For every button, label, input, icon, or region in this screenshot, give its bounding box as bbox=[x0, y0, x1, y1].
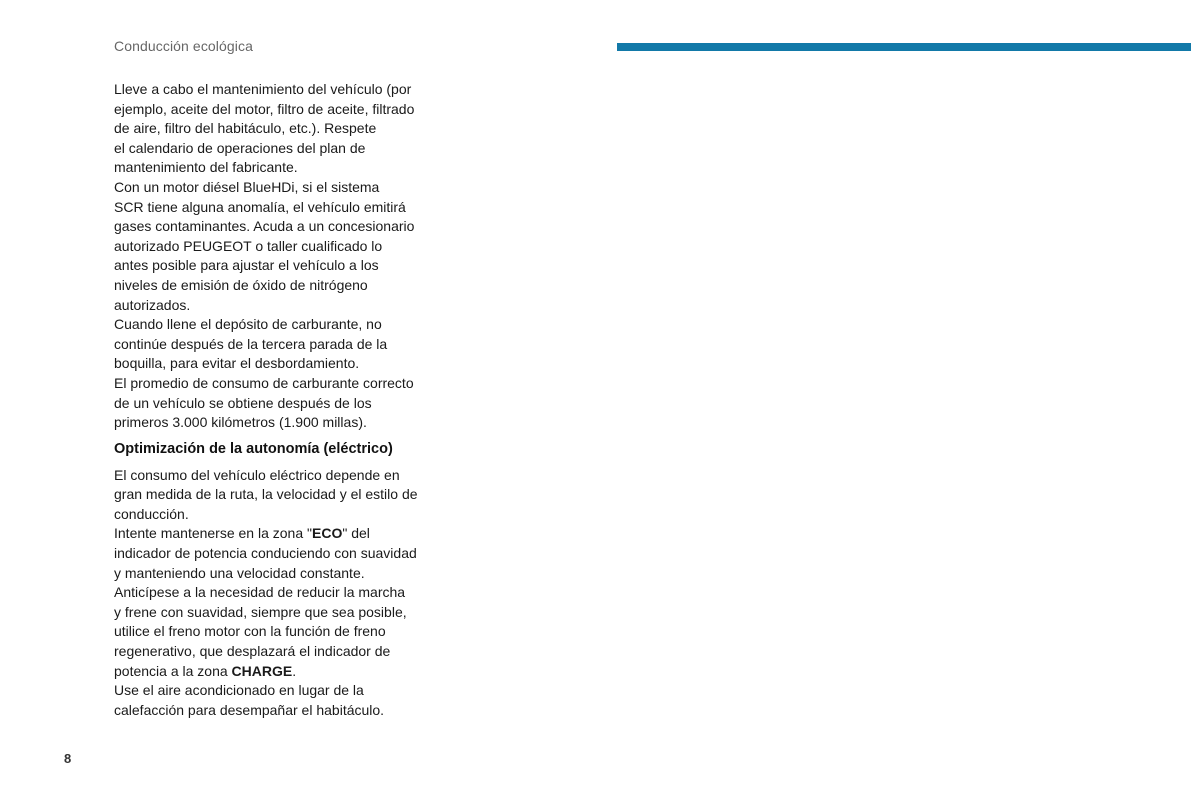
charge-text-before: Anticípese a la necesidad de reducir la marcha y frene con suavidad, siempre que sea posible, utilice el freno motor con la función de freno regenerativo, que desplazará el indicador de potencia a la zona bbox=[114, 584, 407, 679]
page-header-title: Conducción ecológica bbox=[114, 38, 253, 54]
paragraph-maintenance: Lleve a cabo el mantenimiento del vehículo (por ejemplo, aceite del motor, filtro de aceite, filtrado de aire, filtro del habitáculo, etc.). Respete el calendario de operaciones del plan de mantenimiento del fabricante. bbox=[114, 81, 415, 176]
paragraph-refuel: Cuando llene el depósito de carburante, no continúe después de la tercera parada de la boquilla, para evitar el desbordamiento. bbox=[114, 316, 388, 372]
charge-text-after: . bbox=[292, 662, 297, 679]
paragraph-charge-zone bbox=[114, 583, 444, 681]
eco-text-after: " del indicador de potencia conduciendo con suavidad y manteniendo una velocidad constante. bbox=[114, 525, 417, 581]
paragraph-consumption: El promedio de consumo de carburante correcto de un vehículo se obtiene después de los primeros 3.000 kilómetros (1.900 millas). bbox=[114, 374, 414, 431]
section-heading-autonomy: Optimización de la autonomía (eléctrico) bbox=[114, 440, 393, 457]
paragraph-air-conditioning: Use el aire acondicionado en lugar de la calefacción para desempañar el habitáculo. bbox=[114, 682, 385, 718]
main-content bbox=[114, 80, 444, 720]
page-number: 8 bbox=[64, 751, 72, 766]
paragraph-eco-zone bbox=[114, 524, 444, 583]
paragraph-bluehdi: Con un motor diésel BlueHDi, si el sistema SCR tiene alguna anomalía, el vehículo emitirá gases contaminantes. Acuda a un concesionario autorizado PEUGEOT o taller cualificado lo antes posible para ajustar el vehículo a los niveles de emisión de óxido de nitrógeno autorizados. bbox=[114, 178, 415, 313]
charge-keyword: CHARGE bbox=[231, 662, 293, 679]
paragraph-electric-consumption: El consumo del vehículo eléctrico depende en gran medida de la ruta, la velocidad y el estilo de conducción. bbox=[114, 466, 418, 522]
eco-keyword: ECO bbox=[312, 525, 343, 542]
eco-text-before: Intente mantenerse en la zona " bbox=[114, 525, 312, 542]
header-accent-bar bbox=[617, 43, 1191, 51]
